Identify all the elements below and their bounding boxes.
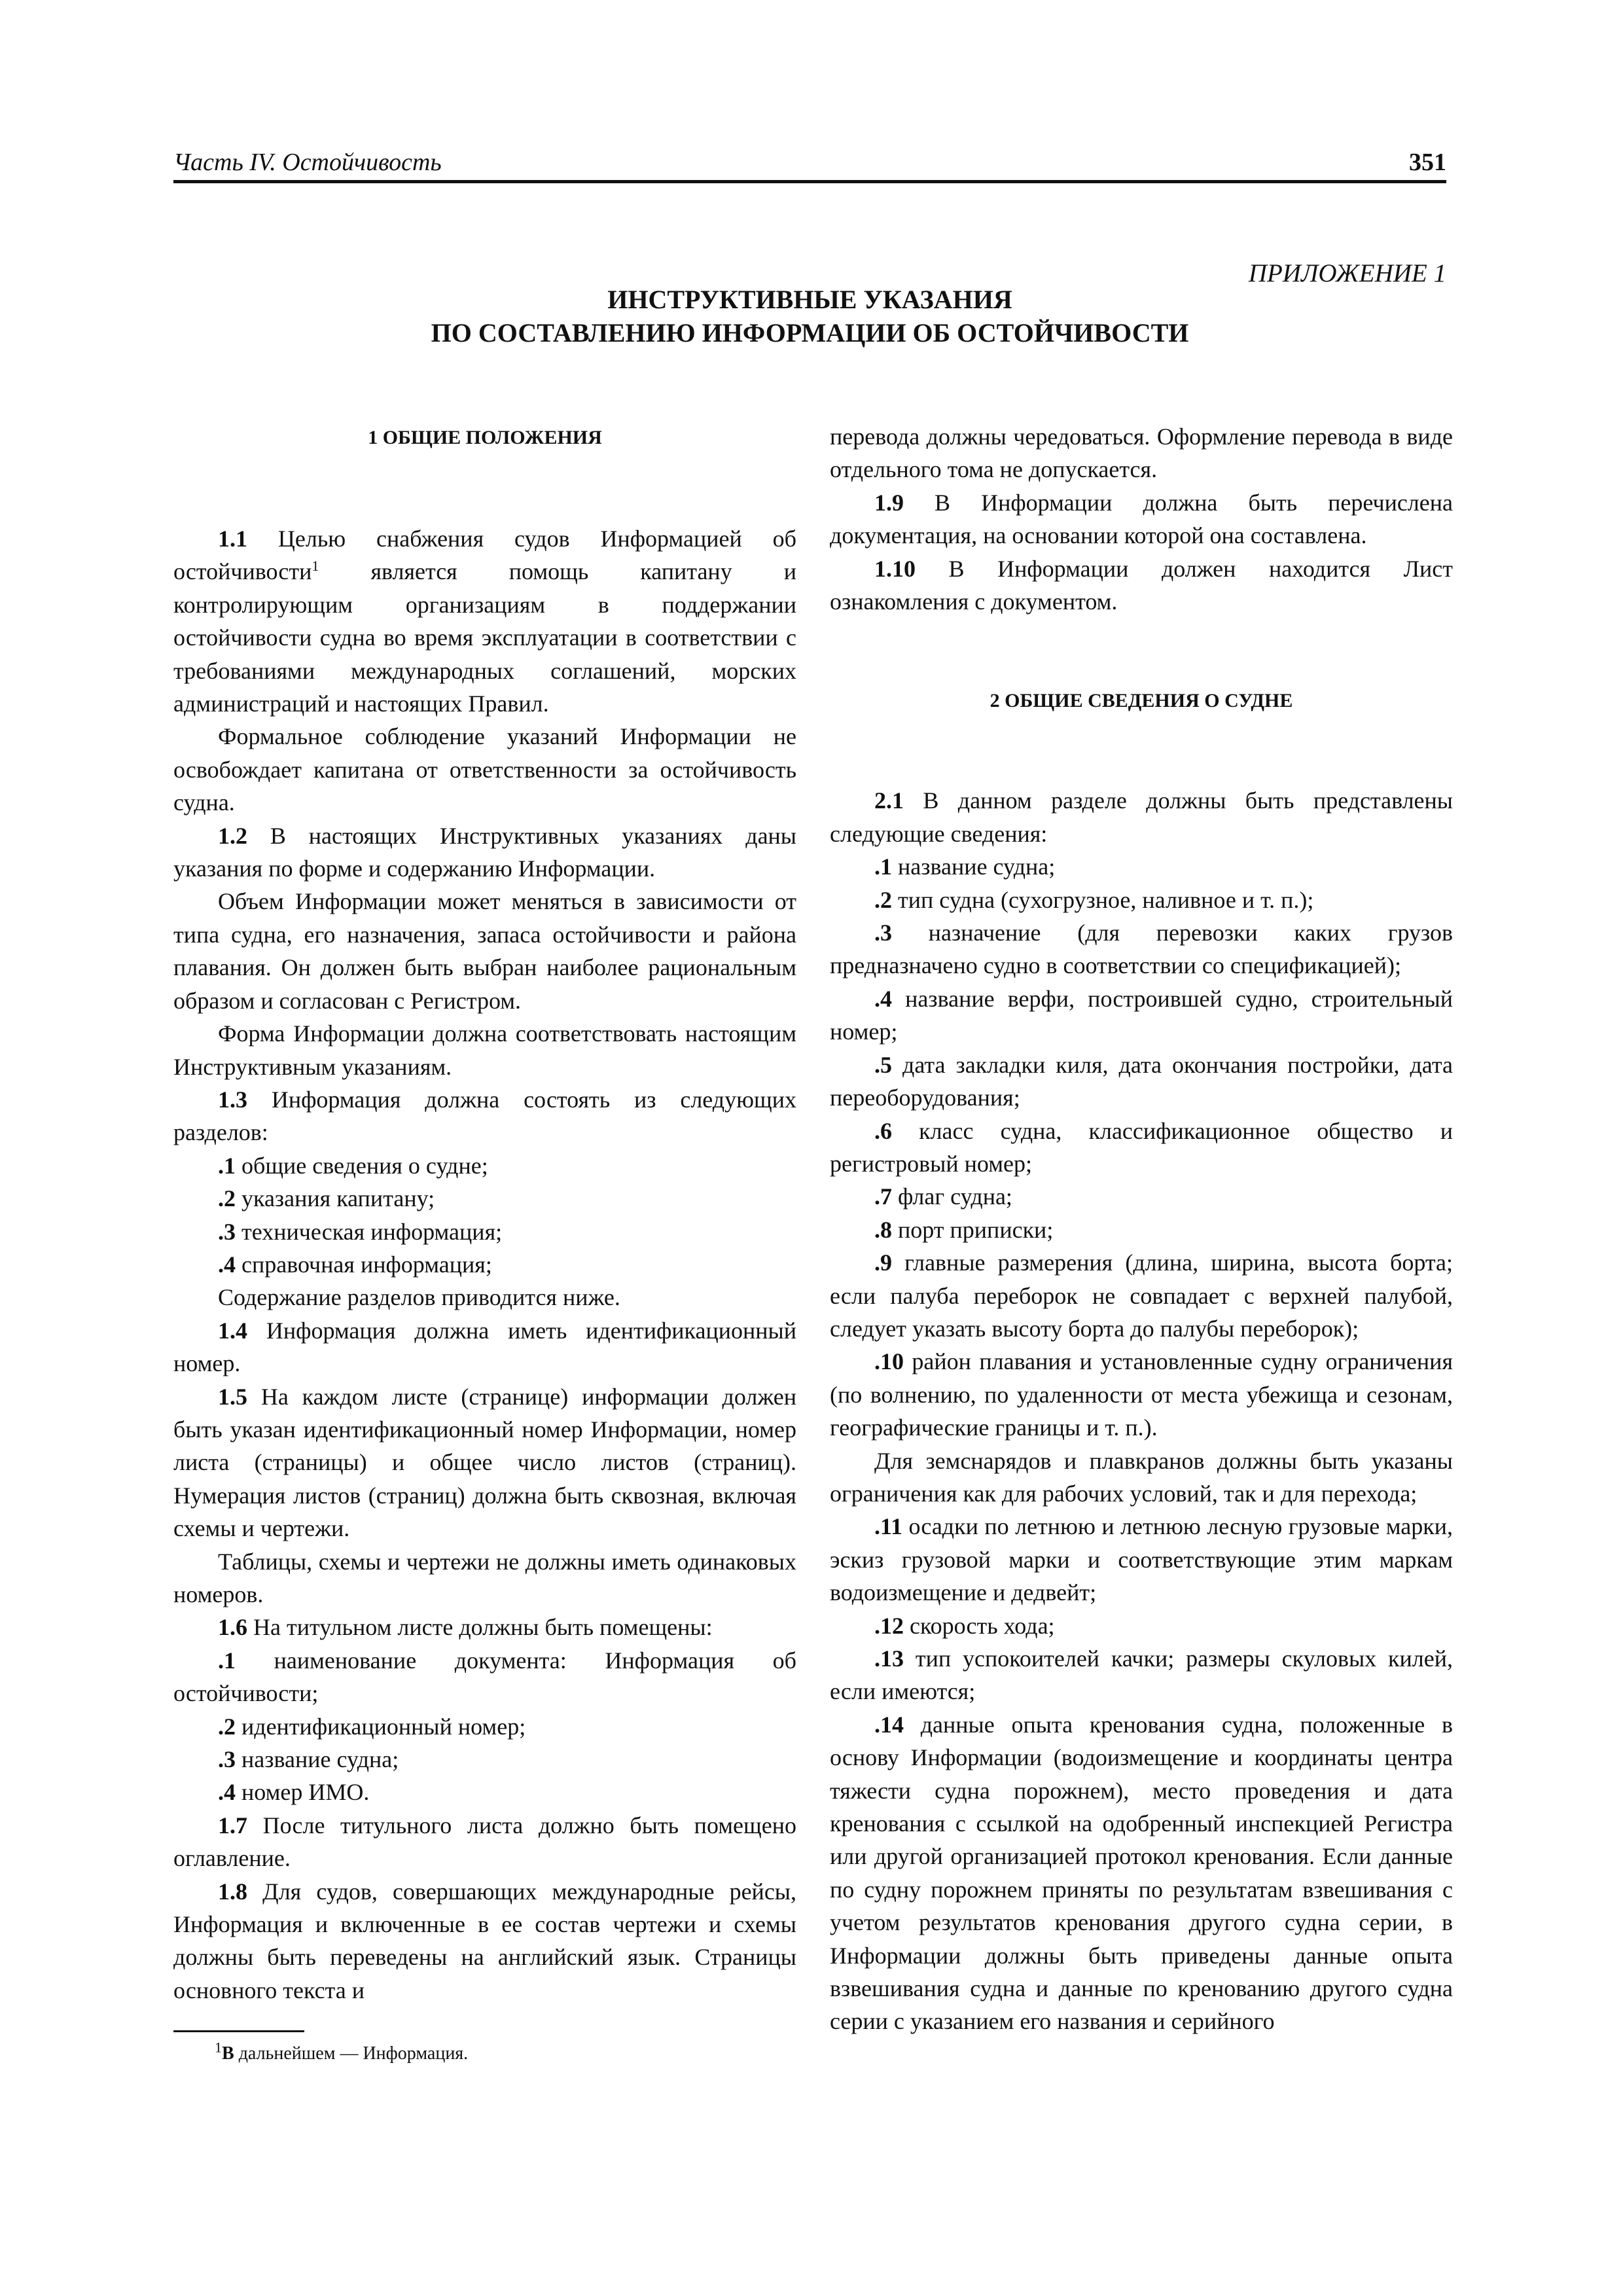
paragraph-number: 1.7	[218, 1812, 247, 1839]
list-item: .7 флаг судна;	[874, 1183, 1012, 1210]
footnote-ref: 1	[312, 558, 319, 575]
paragraph-1-4: 1.4 Информация должна иметь идентификационный номер.	[173, 1317, 796, 1377]
list-item: .6 класс судна, классификационное общество и регистровый номер;	[830, 1117, 1453, 1177]
list-item: .12 скорость хода;	[874, 1612, 1055, 1639]
paragraph-1-9: 1.9 В Информации должна быть перечислена документация, на основании которой она составлена.	[830, 489, 1453, 549]
list-item: .2 указания капитану;	[218, 1185, 435, 1212]
paragraph-number: 1.2	[218, 822, 247, 849]
list-item: .11 осадки по летнюю и летнюю лесную грузовые марки, эскиз грузовой марки и соответствующие этим маркам водоизмещение и дедвейт;	[830, 1513, 1453, 1606]
list-item: .14 данные опыта кренования судна, положенные в основу Информации (водоизмещение и координаты центра тяжести судна порожнем), место проведения и дата кренования с ссылкой на одобренный инспекцией Регистра или другой организацией протокол кренования. Если данные по судну порожнем приняты по результатам взвешивания с учетом результатов кренования другого судна серии, в Информации должны быть приведены данные опыта взвешивания судна и данные по кренованию другого судна серии с указанием его названия и серийного	[830, 1711, 1453, 2035]
section-2-heading: 2 ОБЩИЕ СВЕДЕНИЯ О СУДНЕ	[990, 690, 1293, 712]
paragraph-number: 1.8	[218, 1878, 247, 1905]
paragraph-number: 1.1	[218, 526, 247, 552]
footnote: $^1$В дальнейшем — Информация.	[215, 2039, 469, 2064]
paragraph-1-8: 1.8 Для судов, совершающих международные рейсы, Информация и включенные в ее состав чертежи и схемы должны быть переведены на английский язык. Страницы основного текста и	[173, 1878, 796, 2003]
paragraph-1-7: 1.7 После титульного листа должно быть помещено оглавление.	[173, 1812, 796, 1872]
paragraph-number: 2.1	[874, 787, 904, 814]
paragraph-number: 1.9	[874, 489, 904, 516]
list-item: .1 общие сведения о судне;	[218, 1152, 488, 1179]
list-item: .3 назначение (для перевозки каких грузов предназначено судно в соответствии со спецификацией);	[830, 920, 1453, 979]
paragraph-number: 1.5	[218, 1383, 247, 1410]
paragraph-2-1: 2.1 В данном разделе должны быть представлены следующие сведения:	[830, 787, 1453, 847]
footnote-mark: 1	[215, 2039, 222, 2056]
list-item: .2 идентификационный номер;	[218, 1713, 526, 1740]
list-item: .10 район плавания и установленные судну ограничения (по волнению, по удаленности от места убежища и сезонам, географические границы и т. п.).	[830, 1348, 1453, 1441]
list-item: .13 тип успокоителей качки; размеры скуловых килей, если имеются;	[830, 1645, 1453, 1705]
list-item: .2 тип судна (сухогрузное, наливное и т. п.);	[874, 886, 1314, 913]
paragraph-1-10: 1.10 В Информации должен находится Лист ознакомления с документом.	[830, 555, 1453, 615]
paragraph-1-2-extra-1: Объем Информации может меняться в зависимости от типа судна, его назначения, запаса остойчивости и района плавания. Он должен быть выбран наиболее рациональным образом и согласован с Регистром.	[173, 888, 796, 1014]
appendix-label: ПРИЛОЖЕНИЕ 1	[1248, 259, 1446, 287]
paragraph-number: 1.6	[218, 1614, 247, 1641]
paragraph-1-6: 1.6 На титульном листе должны быть помещены:	[218, 1614, 713, 1641]
list-item: .4 номер ИМО.	[218, 1779, 370, 1806]
list-item: .1 название судна;	[874, 853, 1056, 880]
header-rule	[173, 180, 1446, 183]
section-1-heading: 1 ОБЩИЕ ПОЛОЖЕНИЯ	[368, 427, 602, 448]
running-header	[173, 145, 1446, 179]
page-number: 351	[1409, 149, 1446, 176]
paragraph-1-3: 1.3 Информация должна состоять из следующих разделов:	[173, 1086, 796, 1146]
paragraph-number: 1.10	[874, 555, 916, 582]
right-column	[830, 420, 1453, 2038]
list-item: .4 справочная информация;	[218, 1251, 492, 1278]
title-line-2: ПО СОСТАВЛЕНИЮ ИНФОРМАЦИИ ОБ ОСТОЙЧИВОСТИ	[431, 318, 1189, 348]
paragraph-1-2: 1.2 В настоящих Инструктивных указаниях даны указания по форме и содержанию Информации.	[173, 822, 796, 882]
paragraph-1-2-extra-2: Форма Информации должна соответствовать настоящим Инструктивным указаниям.	[173, 1020, 796, 1080]
document-title	[173, 283, 1446, 350]
paragraph-1-5-extra: Таблицы, схемы и чертежи не должны иметь одинаковых номеров.	[173, 1548, 796, 1607]
paragraph-1-1-extra: Формальное соблюдение указаний Информации не освобождает капитана от ответственности за остойчивость судна.	[173, 723, 796, 816]
title-line-1: ИНСТРУКТИВНЫЕ УКАЗАНИЯ	[607, 285, 1012, 314]
paragraph-1-3-extra: Содержание разделов приводится ниже.	[218, 1284, 620, 1311]
list-item: .9 главные размерения (длина, ширина, высота борта; если палуба переборок не совпадает с верхней палубой, следует указать высоту борта до палубы переборок);	[830, 1249, 1453, 1342]
paragraph-number: 1.4	[218, 1317, 247, 1344]
item-10-extra: Для земснарядов и плавкранов должны быть указаны ограничения как для рабочих условий, так и для перехода;	[830, 1447, 1453, 1507]
list-item: .1 наименование документа: Информация об остойчивости;	[173, 1647, 796, 1707]
list-item: .3 техническая информация;	[218, 1218, 503, 1245]
paragraph-1-1: 1.1 Целью снабжения судов Информацией об остойчивости$^1$ является помощь капитану и контролирующим организациям в поддержании остойчивости судна во время эксплуатации в соответствии с требованиями международных соглашений, морских администраций и настоящих Правил.	[173, 526, 796, 717]
paragraph-number: 1.3	[218, 1086, 247, 1113]
list-item: .8 порт приписки;	[874, 1216, 1054, 1243]
list-item: .3 название судна;	[218, 1746, 399, 1773]
left-column	[173, 419, 796, 2007]
list-item: .4 название верфи, построившей судно, строительный номер;	[830, 985, 1453, 1045]
footnote-rule	[173, 2030, 304, 2032]
list-item: .5 дата закладки киля, дата окончания постройки, дата переоборудования;	[830, 1051, 1453, 1111]
paragraph-1-5: 1.5 На каждом листе (странице) информации должен быть указан идентификационный номер Информации, номер листа (страницы) и общее число листов (страниц). Нумерация листов (страниц) должна быть сквозная, включая схемы и чертежи.	[173, 1383, 796, 1542]
paragraph-1-8-continued: перевода должны чередоваться. Оформление перевода в виде отдельного тома не допускается.	[830, 423, 1453, 483]
part-title: Часть IV. Остойчивость	[173, 149, 442, 176]
